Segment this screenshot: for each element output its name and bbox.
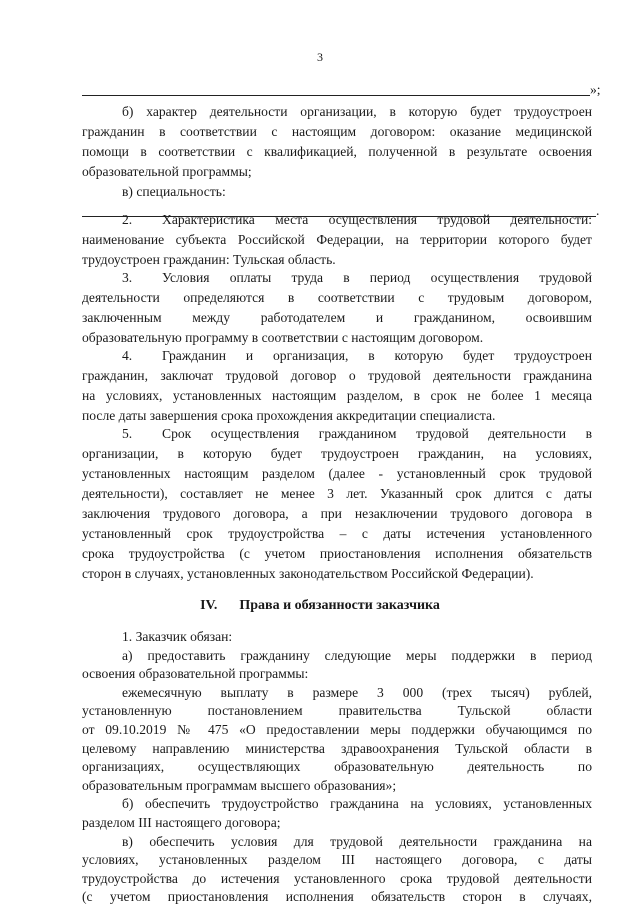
item-2-line-3: трудоустроен гражданин: Тульская область. [82, 252, 336, 267]
item-3-line-3: заключенным между работодателем и гражданином, освоившим [82, 310, 592, 325]
s4-line-10: б) обеспечить трудоустройство гражданина на условиях, установленных [122, 796, 592, 812]
item-5-line-6: установленный срок трудоустройства – с даты истечения установленного [82, 526, 592, 541]
item-5-line-8: сторон в случаях, установленных законодательством Российской Федерации). [82, 566, 534, 581]
item-4-line-2: гражданин, заключат трудовой договор о трудовой деятельности гражданина [82, 368, 592, 383]
s4-line-1: 1. Заказчик обязан: [122, 629, 233, 644]
item-5-line-4: деятельности), составляет не менее 3 лет. Указанный срок длится с даты [82, 486, 592, 501]
item-b-line-2: гражданин в соответствии с настоящим договором: оказание медицинской [82, 124, 592, 139]
item-3-line-2: деятельности определяются в соответствии с трудовым договором, [82, 290, 592, 305]
page-number: 3 [317, 50, 323, 64]
item-b-line-3: помощи в соответствии с квалификацией, полученной в результате освоения [82, 144, 592, 159]
s4-line-15: (с учетом приостановления исполнения обязательств сторон в случаях, [82, 889, 592, 905]
quote-close: »; [590, 82, 601, 97]
s4-line-7: целевому направлению министерства здравоохранения Тульской области в [82, 740, 592, 756]
item-5-line-2: организации, в которую будет трудоустроен гражданин, на условиях, [82, 446, 592, 461]
s4-line-13: условиях, установленных разделом III настоящего договора, с даты [82, 852, 592, 868]
blank-fill-line [82, 95, 590, 96]
s4-line-2: а) предоставить гражданину следующие меры поддержки в период [122, 647, 592, 663]
item-b-line-4: образовательной программы; [82, 164, 252, 179]
item-3-line-1: 3. Условия оплаты труда в период осуществления трудовой [122, 270, 592, 285]
item-4-line-1: 4. Гражданин и организация, в которую будет трудоустроен [122, 348, 592, 363]
item-4-line-4: после даты завершения срока прохождения аккредитации специалиста. [82, 408, 496, 423]
item-b-line-1: б) характер деятельности организации, в которую будет трудоустроен [122, 104, 592, 119]
s4-line-6: от 09.10.2019 № 475 «О предоставлении меры поддержки обучающимся по [82, 722, 592, 737]
section-roman: IV. [200, 598, 218, 613]
s4-line-9: образовательным программам высшего образования»; [82, 777, 397, 793]
s4-line-14: трудоустройства до истечения установленного срока трудовой деятельности [82, 870, 592, 886]
item-2-line-2: наименование субъекта Российской Федерации, на территории которого будет [82, 232, 592, 247]
item-5-line-3: установленных настоящим разделом (далее - установленный срок трудовой [82, 466, 592, 481]
s4-line-5: установленную постановлением правительства Тульской области [82, 703, 592, 719]
s4-line-3: освоения образовательной программы: [82, 666, 309, 682]
item-5-line-1: 5. Срок осуществления гражданином трудовой деятельности в [122, 426, 592, 441]
item-v-label: в) специальность: [122, 184, 226, 199]
s4-line-11: разделом III настоящего договора; [82, 815, 281, 830]
item-5-line-5: заключения трудового договора, а при незаключении трудового договора в [82, 506, 592, 521]
item-3-line-4: образовательную программу в соответствии с настоящим договором. [82, 330, 484, 345]
item-5-line-7: срока трудоустройства (с учетом приостановления исполнения обязательств [82, 546, 592, 561]
s4-line-12: в) обеспечить условия для трудовой деятельности гражданина на [122, 833, 592, 849]
item-v-end: . [596, 203, 600, 218]
item-4-line-3: на условиях, установленных настоящим разделом, в срок не более 1 месяца [82, 388, 592, 403]
item-2-line-1: 2. Характеристика места осуществления трудовой деятельности: [122, 212, 592, 227]
s4-line-4: ежемесячную выплату в размере 3 000 (трех тысяч) рублей, [122, 684, 592, 700]
section-title: Права и обязанности заказчика [239, 598, 440, 613]
section-heading [0, 598, 640, 614]
s4-line-8: организациях, осуществляющих образовательную деятельность по [82, 759, 592, 775]
